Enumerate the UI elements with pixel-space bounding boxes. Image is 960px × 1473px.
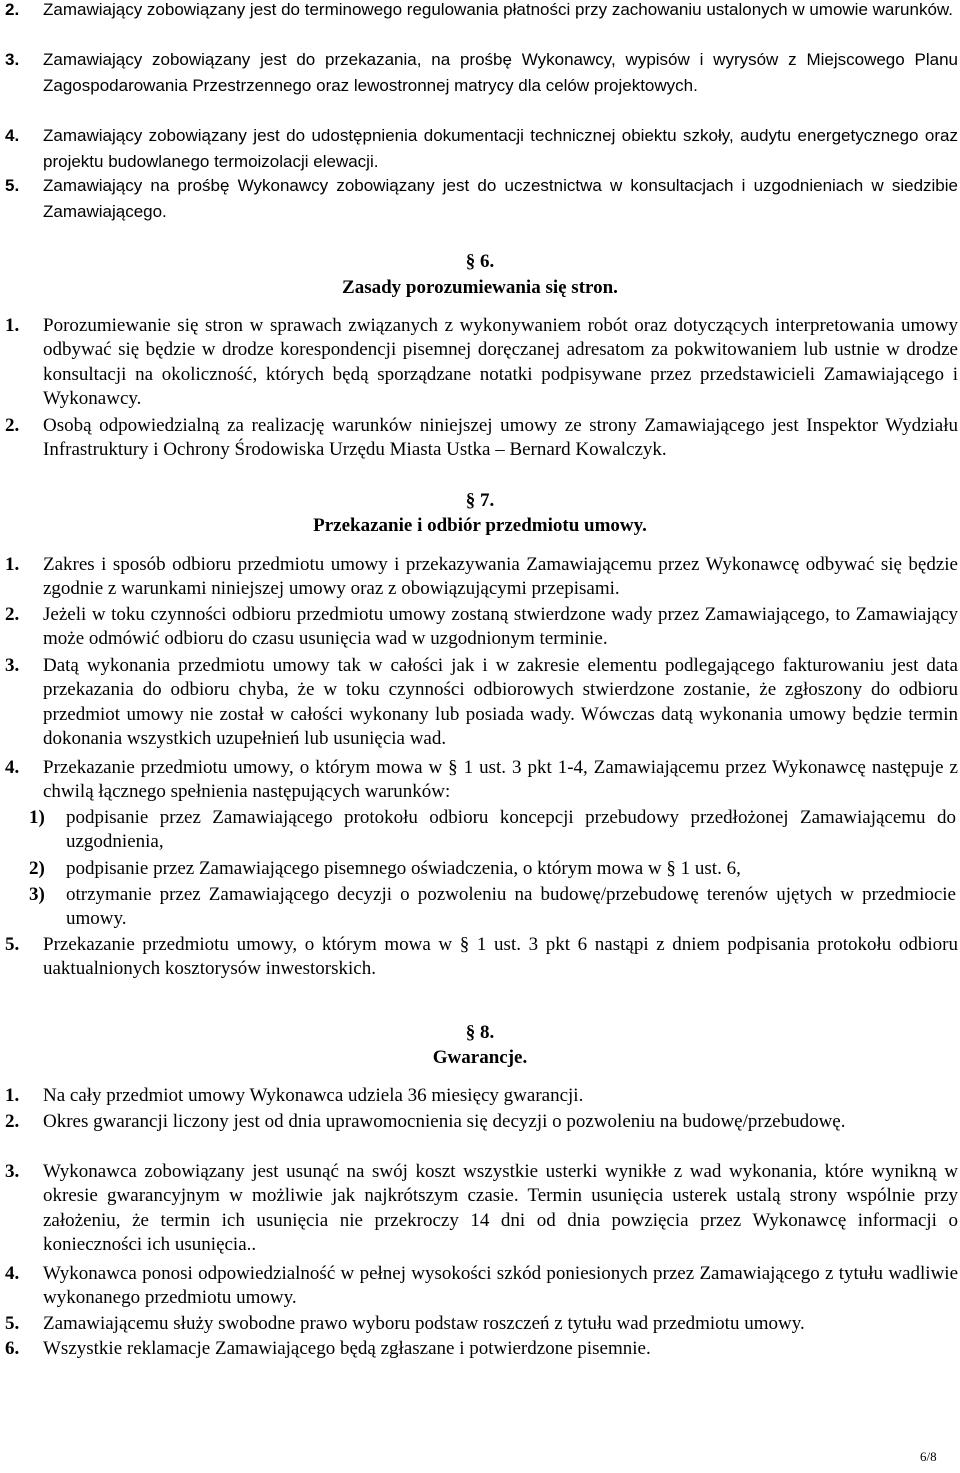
list-item xyxy=(5,603,958,652)
sub-item-number: 1) xyxy=(29,807,45,828)
sub-item-text: podpisanie przez Zamawiającego protokołu odbioru koncepcji przebudowy przedłożonej Zamawiającemu do uzgodnienia, xyxy=(66,807,956,853)
item-number: 3. xyxy=(5,655,20,676)
section-number: § 7. xyxy=(465,490,495,511)
item-number: 3. xyxy=(5,50,20,69)
section-title: Zasady porozumiewania się stron. xyxy=(342,277,618,298)
sub-list-item xyxy=(0,806,960,855)
item-text: Osobą odpowiedzialną za realizację warunków niniejszej umowy ze strony Zamawiającego jest Inspektor Wydziału Infrastruktury i Ochrony Środowiska Urzędu Miasta Ustka – Bernard Kowalczyk. xyxy=(43,415,958,461)
section-title: Przekazanie i odbiór przedmiotu umowy. xyxy=(313,515,647,536)
item-text: Wykonawca ponosi odpowiedzialność w pełnej wysokości szkód poniesionych przez Zamawiającego z tytułu wadliwie wykonanego przedmiotu umowy. xyxy=(43,1263,958,1309)
section-title: Gwarancje. xyxy=(432,1047,528,1068)
list-item xyxy=(5,1110,958,1134)
sub-list-item xyxy=(0,857,960,881)
item-text: Wykonawca zobowiązany jest usunąć na swój koszt wszystkie usterki wynikłe z wad wykonania, które wynikną w okresie gwarancyjnym w możliwie jak najkrótszym czasie. Termin usunięcia usterek ustalą strony wspólnie przy założeniu, że termin ich usunięcia nie przekroczy 14 dni od dnia powzięcia przez Wykonawcę informacji o konieczności ich usunięcia.. xyxy=(43,1161,958,1255)
list-item xyxy=(5,756,958,805)
item-text: Zamawiający zobowiązany jest do przekazania, na prośbę Wykonawcy, wypisów i wyrysów z Miejscowego Planu Zagospodarowania Przestrzennego oraz lewostronnej matrycy dla celów projektowych. xyxy=(43,50,958,95)
item-text: Datą wykonania przedmiotu umowy tak w całości jak i w zakresie elementu podlegającego fakturowaniu jest data przekazania do odbioru chyba, że w toku czynności odbiorowych stwierdzone zostanie, że zgłoszony do odbioru przedmiot umowy nie został w całości wykonany lub posiada wady. Wówczas datą wykonania umowy będzie termin dokonania wszystkich uzupełnień lub usunięcia wad. xyxy=(43,655,958,749)
item-number: 1. xyxy=(5,554,20,575)
item-text: Jeżeli w toku czynności odbioru przedmiotu umowy zostaną stwierdzone wady przez Zamawiającego, to Zamawiający może odmówić odbioru do czasu usunięcia wad w uzgodnionym terminie. xyxy=(43,604,958,650)
item-text: Na cały przedmiot umowy Wykonawca udziela 36 miesięcy gwarancji. xyxy=(43,1085,584,1106)
item-number: 4. xyxy=(5,1263,20,1284)
item-text: Zamawiającemu służy swobodne prawo wyboru podstaw roszczeń z tytułu wad przedmiotu umowy. xyxy=(43,1313,805,1334)
item-number: 2. xyxy=(5,604,20,625)
item-text: Zamawiający zobowiązany jest do terminowego regulowania płatności przy zachowaniu ustalonych w umowie warunków. xyxy=(43,0,953,19)
list-item xyxy=(5,1084,958,1108)
sub-item-text: podpisanie przez Zamawiającego pisemnego oświadczenia, o którym mowa w § 1 ust. 6, xyxy=(66,858,741,879)
item-number: 5. xyxy=(5,1313,20,1334)
item-number: 5. xyxy=(5,176,20,195)
list-item xyxy=(5,933,958,982)
sub-item-number: 3) xyxy=(29,884,45,905)
list-item xyxy=(5,654,958,751)
item-number: 4. xyxy=(5,757,20,778)
sub-item-number: 2) xyxy=(29,858,45,879)
item-text: Przekazanie przedmiotu umowy, o którym mowa w § 1 ust. 3 pkt 6 nastąpi z dniem podpisania protokołu odbioru uaktualnionych kosztorysów inwestorskich. xyxy=(43,934,958,980)
item-number: 6. xyxy=(5,1338,20,1359)
list-item xyxy=(5,0,958,23)
list-item xyxy=(5,414,958,463)
item-number: 1. xyxy=(5,1085,20,1106)
list-item xyxy=(5,553,958,602)
list-item xyxy=(5,314,958,411)
list-item xyxy=(5,1160,958,1257)
list-item xyxy=(5,1312,958,1336)
item-text: Wszystkie reklamacje Zamawiającego będą zgłaszane i potwierdzone pisemnie. xyxy=(43,1338,651,1359)
item-number: 2. xyxy=(5,0,20,19)
item-number: 2. xyxy=(5,415,20,436)
list-item xyxy=(5,123,958,174)
list-item xyxy=(5,173,958,224)
page-number: 6/8 xyxy=(920,1449,937,1464)
item-text: Zamawiający na prośbę Wykonawcy zobowiązany jest do uczestnictwa w konsultacjach i uzgodnieniach w siedzibie Zamawiającego. xyxy=(43,176,958,221)
section-number: § 8. xyxy=(465,1022,495,1043)
item-number: 3. xyxy=(5,1161,20,1182)
list-item xyxy=(5,1337,958,1361)
item-text: Zamawiający zobowiązany jest do udostępnienia dokumentacji technicznej obiektu szkoły, audytu energetycznego oraz projektu budowlanego termoizolacji elewacji. xyxy=(43,126,958,171)
item-number: 1. xyxy=(5,315,20,336)
sub-item-text: otrzymanie przez Zamawiającego decyzji o pozwoleniu na budowę/przebudowę terenów ujętych w przedmiocie umowy. xyxy=(66,884,956,930)
item-number: 4. xyxy=(5,126,20,145)
list-item xyxy=(5,47,958,98)
item-text: Zakres i sposób odbioru przedmiotu umowy i przekazywania Zamawiającemu przez Wykonawcę odbywać się będzie zgodnie z warunkami niniejszej umowy oraz z obowiązującymi przepisami. xyxy=(43,554,958,600)
item-number: 5. xyxy=(5,934,20,955)
item-text: Porozumiewanie się stron w sprawach związanych z wykonywaniem robót oraz dotyczących interpretowania umowy odbywać się będzie w drodze korespondencji pisemnej doręczanej adresatom za pokwitowaniem lub ustnie w drodze konsultacji na okoliczność, których będą sporządzane notatki podpisywane przez przedstawicieli Zamawiającego i Wykonawcy. xyxy=(43,315,958,409)
item-number: 2. xyxy=(5,1111,20,1132)
sub-list-item xyxy=(0,883,960,932)
list-item xyxy=(5,1262,958,1311)
item-text: Przekazanie przedmiotu umowy, o którym mowa w § 1 ust. 3 pkt 1-4, Zamawiającemu przez Wykonawcę następuje z chwilą łącznego spełnienia następujących warunków: xyxy=(43,757,958,803)
section-number: § 6. xyxy=(465,251,495,272)
item-text: Okres gwarancji liczony jest od dnia uprawomocnienia się decyzji o pozwoleniu na budowę/przebudowę. xyxy=(43,1111,846,1132)
